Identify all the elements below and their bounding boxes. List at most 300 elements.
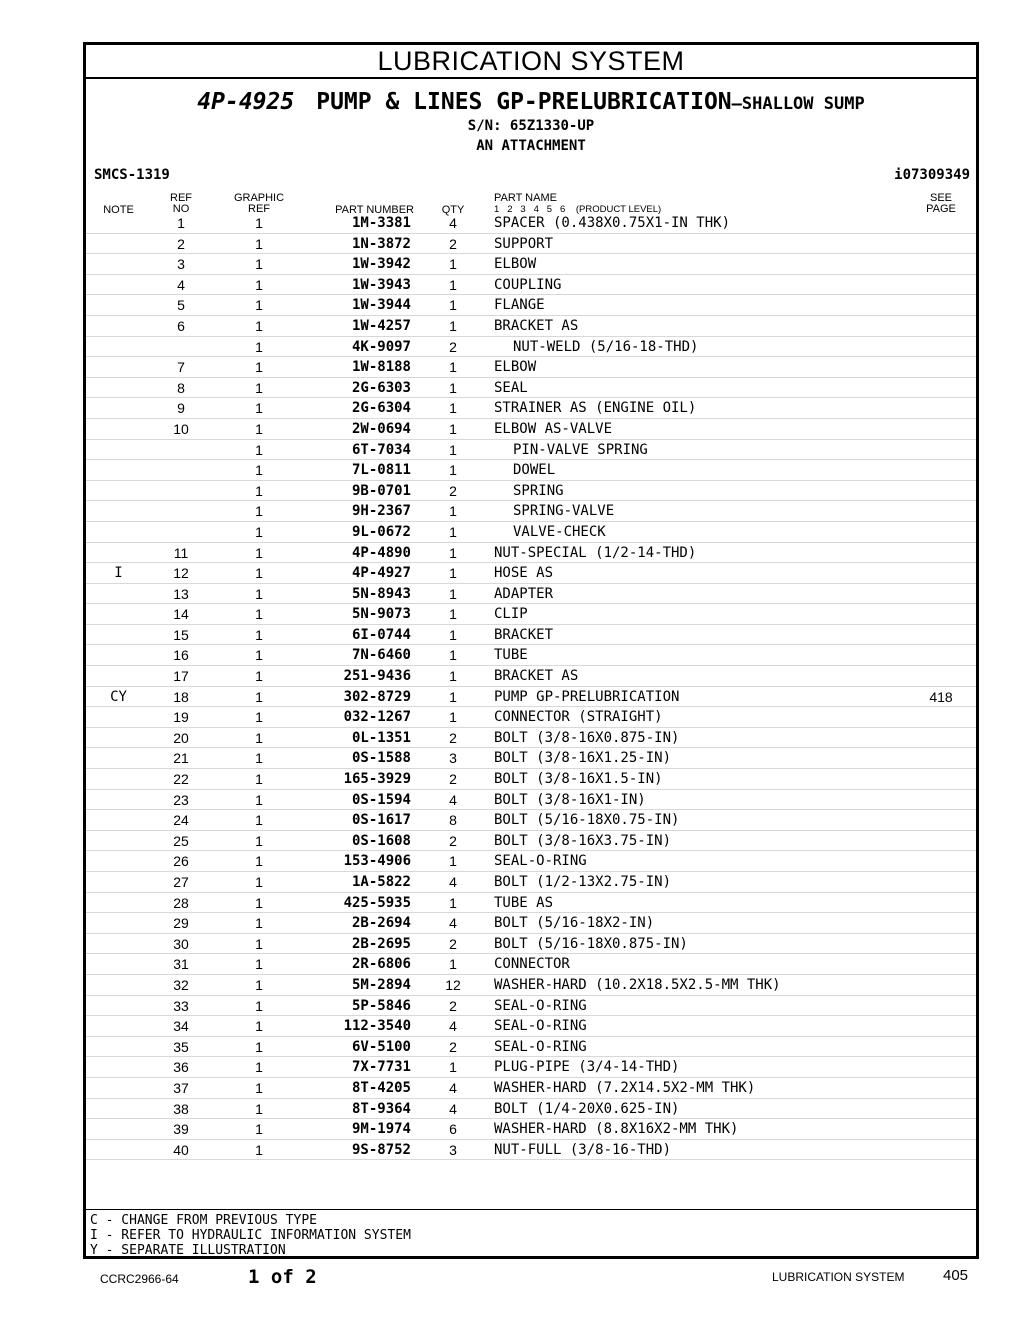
qty-cell: 3 (449, 1141, 457, 1158)
ref-no-cell: 36 (173, 1059, 189, 1076)
table-row (86, 1119, 976, 1140)
graphic-ref-cell: 1 (255, 1038, 263, 1055)
table-row (86, 1140, 976, 1161)
graphic-ref-cell: 1 (255, 668, 263, 685)
smcs-code: SMCS-1319 (94, 167, 170, 183)
graphic-ref-cell: 1 (255, 812, 263, 829)
ref-no-cell: 23 (173, 791, 189, 808)
part-name-cell: BOLT (5/16-18X2-IN) (494, 915, 655, 932)
table-row (86, 687, 976, 708)
document-code: CCRC2966-64 (100, 1272, 179, 1286)
qty-cell: 1 (449, 523, 457, 540)
ref-no-cell: 9 (177, 400, 185, 417)
part-number-cell: 2G-6304 (351, 400, 411, 417)
part-number-cell: 9H-2367 (351, 503, 411, 520)
part-number-cell: 1W-3944 (351, 297, 411, 314)
ref-no-cell: 37 (173, 1079, 189, 1096)
part-name-cell: NUT-FULL (3/8-16-THD) (494, 1141, 672, 1158)
graphic-ref-cell: 1 (255, 935, 263, 952)
qty-cell: 2 (449, 997, 457, 1014)
part-number-cell: 2B-2694 (351, 915, 411, 932)
part-name-cell: PUMP GP-PRELUBRICATION (494, 688, 680, 705)
col-note: NOTE (103, 204, 134, 216)
part-name-cell: ADAPTER (494, 585, 554, 602)
part-number-cell: 5N-8943 (351, 585, 411, 602)
graphic-ref-cell: 1 (255, 544, 263, 561)
table-row (86, 748, 976, 769)
table-row (86, 1016, 976, 1037)
graphic-ref-cell: 1 (255, 338, 263, 355)
part-number-cell: 4P-4927 (351, 565, 411, 582)
graphic-ref-cell: 1 (255, 523, 263, 540)
part-number-cell: 1M-3381 (351, 215, 411, 231)
ref-no-cell: 16 (173, 647, 189, 664)
qty-cell: 1 (449, 256, 457, 273)
table-row (86, 295, 976, 316)
part-name-cell: BRACKET AS (494, 668, 579, 685)
table-row (86, 337, 976, 358)
table-row (86, 769, 976, 790)
part-number-cell: 9B-0701 (351, 482, 411, 499)
legend-item: C - CHANGE FROM PREVIOUS TYPE (90, 1213, 317, 1228)
graphic-ref-cell: 1 (255, 317, 263, 334)
col-graphic-bottom: REF (248, 203, 270, 215)
part-number-cell: 1W-4257 (351, 317, 411, 334)
col-see-top: SEE (929, 192, 952, 204)
qty-cell: 4 (449, 1100, 457, 1117)
part-name-cell: SEAL-O-RING (494, 853, 587, 870)
qty-cell: 1 (449, 853, 457, 870)
ref-no-cell: 27 (173, 874, 189, 890)
table-row (86, 275, 976, 296)
qty-cell: 2 (449, 235, 457, 252)
part-number-cell: 9S-8752 (351, 1141, 411, 1158)
graphic-ref-cell: 1 (255, 976, 263, 993)
part-name-cell: BRACKET (494, 626, 554, 643)
part-number-cell: 5N-9073 (351, 606, 411, 623)
table-row (86, 481, 976, 502)
part-name-cell: COUPLING (494, 276, 562, 293)
ref-no-cell: 5 (177, 297, 185, 314)
ref-no-cell: 1 (177, 215, 185, 231)
footer-section-name: LUBRICATION SYSTEM (772, 1270, 905, 1284)
part-name-cell: BOLT (3/8-16X0.875-IN) (494, 729, 680, 746)
parts-page-frame (83, 42, 979, 1259)
table-row (86, 831, 976, 852)
part-name-cell: BOLT (3/8-16X1.5-IN) (494, 771, 663, 788)
graphic-ref-cell: 1 (255, 1059, 263, 1076)
part-name-cell: ELBOW (494, 359, 537, 376)
part-name-cell: SPACER (0.438X0.75X1-IN THK) (494, 215, 731, 231)
group-subtitle: —SHALLOW SUMP (731, 94, 865, 114)
part-name-cell: FLANGE (494, 297, 545, 314)
part-number-cell: 6V-5100 (351, 1038, 411, 1055)
part-name-cell: ELBOW AS-VALVE (494, 420, 613, 437)
qty-cell: 1 (449, 379, 457, 396)
graphic-ref-cell: 1 (255, 791, 263, 808)
graphic-ref-cell: 1 (255, 894, 263, 911)
part-number-cell: 2W-0694 (351, 420, 411, 437)
table-row (86, 398, 976, 419)
ref-no-cell: 34 (173, 1018, 189, 1035)
table-row (86, 522, 976, 543)
part-name-cell: DOWEL (513, 462, 556, 479)
part-number-cell: 2B-2695 (351, 935, 411, 952)
ref-no-cell: 21 (173, 750, 189, 767)
part-number-cell: 1N-3872 (351, 235, 411, 252)
part-name-cell: NUT-WELD (5/16-18-THD) (513, 338, 699, 355)
graphic-ref-cell: 1 (255, 462, 263, 479)
qty-cell: 2 (449, 771, 457, 788)
col-ref (164, 193, 198, 215)
qty-cell: 2 (449, 935, 457, 952)
col-graphic (226, 193, 292, 215)
col-part-number: PART NUMBER (335, 204, 414, 216)
ref-no-cell: 3 (177, 256, 185, 273)
part-number-cell: 0S-1588 (351, 750, 411, 767)
part-number-cell: 5M-2894 (351, 976, 411, 993)
part-number-cell: 302-8729 (343, 688, 411, 705)
table-row (86, 213, 976, 234)
graphic-ref-cell: 1 (255, 379, 263, 396)
part-number-cell: 9L-0672 (351, 523, 411, 540)
table-row (86, 501, 976, 522)
ref-no-cell: 2 (177, 235, 185, 252)
part-name-cell: SEAL-O-RING (494, 997, 587, 1014)
graphic-ref-cell: 1 (255, 1018, 263, 1035)
graphic-ref-cell: 1 (255, 256, 263, 273)
part-name-cell: WASHER-HARD (8.8X16X2-MM THK) (494, 1121, 739, 1138)
table-row (86, 666, 976, 687)
part-name-cell: SPRING (513, 482, 564, 499)
ref-no-cell: 19 (173, 709, 189, 726)
qty-cell: 1 (449, 709, 457, 726)
part-name-cell: WASHER-HARD (7.2X14.5X2-MM THK) (494, 1079, 756, 1096)
qty-cell: 1 (449, 606, 457, 623)
qty-cell: 1 (449, 297, 457, 314)
qty-cell: 8 (449, 812, 457, 829)
qty-cell: 1 (449, 1059, 457, 1076)
qty-cell: 4 (449, 915, 457, 932)
ref-no-cell: 22 (173, 771, 189, 788)
qty-cell: 1 (449, 503, 457, 520)
table-row (86, 913, 976, 934)
part-name-cell: TUBE (494, 647, 528, 664)
graphic-ref-cell: 1 (255, 1141, 263, 1158)
ref-no-cell: 14 (173, 606, 189, 623)
qty-cell: 1 (449, 359, 457, 376)
qty-cell: 1 (449, 626, 457, 643)
qty-cell: 2 (449, 832, 457, 849)
part-number-cell: 425-5935 (343, 894, 411, 911)
part-name-cell: BOLT (5/16-18X0.875-IN) (494, 935, 688, 952)
part-name-cell: BOLT (5/16-18X0.75-IN) (494, 812, 680, 829)
table-row (86, 810, 976, 831)
graphic-ref-cell: 1 (255, 1121, 263, 1138)
ref-no-cell: 18 (173, 688, 189, 705)
part-name-cell: SPRING-VALVE (513, 503, 615, 520)
part-name-cell: PLUG-PIPE (3/4-14-THD) (494, 1059, 680, 1076)
graphic-ref-cell: 1 (255, 503, 263, 520)
table-row (86, 1078, 976, 1099)
graphic-ref-cell: 1 (255, 585, 263, 602)
table-row (86, 316, 976, 337)
part-name-cell: STRAINER AS (ENGINE OIL) (494, 400, 697, 417)
qty-cell: 1 (449, 544, 457, 561)
col-part-name (494, 193, 661, 215)
table-row (86, 1057, 976, 1078)
part-name-cell: NUT-SPECIAL (1/2-14-THD) (494, 544, 697, 561)
graphic-ref-cell: 1 (255, 997, 263, 1014)
table-row (86, 954, 976, 975)
ref-no-cell: 24 (173, 812, 189, 829)
qty-cell: 4 (449, 1079, 457, 1096)
legend-item: Y - SEPARATE ILLUSTRATION (90, 1243, 286, 1258)
part-number-cell: 2R-6806 (351, 956, 411, 973)
graphic-ref-cell: 1 (255, 832, 263, 849)
qty-cell: 1 (449, 462, 457, 479)
see-page-cell: 418 (929, 688, 953, 705)
graphic-ref-cell: 1 (255, 915, 263, 932)
note-cell: I (114, 565, 123, 582)
part-name-cell: TUBE AS (494, 894, 554, 911)
legend-divider (86, 1209, 976, 1210)
group-part-number: 4P-4925 (197, 89, 295, 115)
col-qty: QTY (441, 204, 465, 216)
table-row (86, 645, 976, 666)
graphic-ref-cell: 1 (255, 688, 263, 705)
qty-cell: 1 (449, 585, 457, 602)
part-name-cell: SEAL (494, 379, 528, 396)
table-row (86, 1037, 976, 1058)
ref-no-cell: 32 (173, 976, 189, 993)
qty-cell: 4 (449, 1018, 457, 1035)
col-see-page (921, 193, 961, 215)
ref-no-cell: 17 (173, 668, 189, 685)
part-name-cell: CONNECTOR (STRAIGHT) (494, 709, 663, 726)
graphic-ref-cell: 1 (255, 606, 263, 623)
part-name-cell: SUPPORT (494, 235, 554, 252)
col-graphic-top: GRAPHIC (233, 192, 285, 204)
table-row (86, 934, 976, 955)
part-name-cell: BOLT (3/8-16X1.25-IN) (494, 750, 672, 767)
page-of-indicator: 1 of 2 (248, 1266, 317, 1288)
qty-cell: 4 (449, 874, 457, 890)
part-name-cell: BOLT (1/2-13X2.75-IN) (494, 874, 672, 890)
graphic-ref-cell: 1 (255, 626, 263, 643)
ref-no-cell: 11 (173, 544, 189, 561)
section-title: LUBRICATION SYSTEM (86, 45, 976, 79)
table-row (86, 563, 976, 584)
table-row (86, 975, 976, 996)
qty-cell: 1 (449, 894, 457, 911)
ref-no-cell: 8 (177, 379, 185, 396)
qty-cell: 1 (449, 688, 457, 705)
part-number-cell: 6T-7034 (351, 441, 411, 458)
table-row (86, 460, 976, 481)
graphic-ref-cell: 1 (255, 853, 263, 870)
table-row (86, 707, 976, 728)
part-number-cell: 2G-6303 (351, 379, 411, 396)
graphic-ref-cell: 1 (255, 709, 263, 726)
part-number-cell: 7N-6460 (351, 647, 411, 664)
ref-no-cell: 26 (173, 853, 189, 870)
qty-cell: 2 (449, 338, 457, 355)
col-ref-bottom: NO (172, 203, 190, 215)
qty-cell: 1 (449, 565, 457, 582)
table-row (86, 584, 976, 605)
ref-no-cell: 4 (177, 276, 185, 293)
qty-cell: 3 (449, 750, 457, 767)
part-number-cell: 7X-7731 (351, 1059, 411, 1076)
part-name-cell: PIN-VALVE SPRING (513, 441, 648, 458)
table-row (86, 543, 976, 564)
part-number-cell: 0S-1617 (351, 812, 411, 829)
part-number-cell: 112-3540 (343, 1018, 411, 1035)
ref-no-cell: 15 (173, 626, 189, 643)
graphic-ref-cell: 1 (255, 565, 263, 582)
part-name-cell: SEAL-O-RING (494, 1038, 587, 1055)
graphic-ref-cell: 1 (255, 400, 263, 417)
part-number-cell: 032-1267 (343, 709, 411, 726)
graphic-ref-cell: 1 (255, 482, 263, 499)
col-part-name-top: PART NAME (494, 192, 557, 204)
graphic-ref-cell: 1 (255, 1100, 263, 1117)
table-row (86, 1099, 976, 1120)
graphic-ref-cell: 1 (255, 771, 263, 788)
part-name-cell: CLIP (494, 606, 528, 623)
table-row (86, 604, 976, 625)
part-number-cell: 4P-4890 (351, 544, 411, 561)
ref-no-cell: 20 (173, 729, 189, 746)
graphic-ref-cell: 1 (255, 750, 263, 767)
part-number-cell: 6I-0744 (351, 626, 411, 643)
ref-no-cell: 30 (173, 935, 189, 952)
part-name-cell: CONNECTOR (494, 956, 570, 973)
ref-no-cell: 28 (173, 894, 189, 911)
illustration-id: i07309349 (894, 167, 970, 183)
part-number-cell: 4K-9097 (351, 338, 411, 355)
qty-cell: 1 (449, 276, 457, 293)
table-row (86, 625, 976, 646)
qty-cell: 1 (449, 317, 457, 334)
note-cell: CY (110, 688, 127, 705)
qty-cell: 1 (449, 420, 457, 437)
table-row (86, 728, 976, 749)
qty-cell: 1 (449, 647, 457, 664)
graphic-ref-cell: 1 (255, 729, 263, 746)
attachment-label: AN ATTACHMENT (476, 138, 586, 154)
ref-no-cell: 40 (173, 1141, 189, 1158)
note-legend (90, 1213, 411, 1258)
table-row (86, 996, 976, 1017)
graphic-ref-cell: 1 (255, 956, 263, 973)
graphic-ref-cell: 1 (255, 1079, 263, 1096)
part-number-cell: 0S-1594 (351, 791, 411, 808)
ref-no-cell: 33 (173, 997, 189, 1014)
group-heading (86, 89, 976, 115)
qty-cell: 12 (445, 976, 461, 993)
graphic-ref-cell: 1 (255, 647, 263, 664)
graphic-ref-cell: 1 (255, 359, 263, 376)
legend-item: I - REFER TO HYDRAULIC INFORMATION SYSTEM (90, 1228, 411, 1243)
part-number-cell: 251-9436 (343, 668, 411, 685)
qty-cell: 1 (449, 400, 457, 417)
ref-no-cell: 12 (173, 565, 189, 582)
part-number-cell: 8T-9364 (351, 1100, 411, 1117)
qty-cell: 2 (449, 1038, 457, 1055)
table-row (86, 851, 976, 872)
graphic-ref-cell: 1 (255, 235, 263, 252)
table-row (86, 440, 976, 461)
part-name-cell: BOLT (1/4-20X0.625-IN) (494, 1100, 680, 1117)
qty-cell: 1 (449, 956, 457, 973)
qty-cell: 1 (449, 668, 457, 685)
part-name-cell: BOLT (3/8-16X3.75-IN) (494, 832, 672, 849)
ref-no-cell: 38 (173, 1100, 189, 1117)
part-name-cell: SEAL-O-RING (494, 1018, 587, 1035)
graphic-ref-cell: 1 (255, 420, 263, 437)
ref-no-cell: 39 (173, 1121, 189, 1138)
part-number-cell: 1W-8188 (351, 359, 411, 376)
part-name-cell: BOLT (3/8-16X1-IN) (494, 791, 646, 808)
table-row (86, 872, 976, 893)
part-number-cell: 1W-3943 (351, 276, 411, 293)
part-number-cell: 165-3929 (343, 771, 411, 788)
part-number-cell: 1A-5822 (351, 874, 411, 890)
part-number-cell: 9M-1974 (351, 1121, 411, 1138)
table-row (86, 254, 976, 275)
qty-cell: 2 (449, 729, 457, 746)
table-row (86, 893, 976, 914)
part-name-cell: HOSE AS (494, 565, 554, 582)
group-title: PUMP & LINES GP-PRELUBRICATION (316, 89, 732, 115)
page-number: 405 (943, 1267, 969, 1284)
graphic-ref-cell: 1 (255, 215, 263, 231)
table-row (86, 234, 976, 255)
part-name-cell: WASHER-HARD (10.2X18.5X2.5-MM THK) (494, 976, 781, 993)
parts-table (86, 213, 976, 1160)
part-number-cell: 0S-1608 (351, 832, 411, 849)
col-product-levels: 1 2 3 4 5 6 (PRODUCT LEVEL) (494, 204, 662, 215)
ref-no-cell: 13 (173, 585, 189, 602)
table-row (86, 357, 976, 378)
part-number-cell: 1W-3942 (351, 256, 411, 273)
graphic-ref-cell: 1 (255, 874, 263, 890)
qty-cell: 4 (449, 215, 457, 231)
part-name-cell: VALVE-CHECK (513, 523, 606, 540)
part-number-cell: 0L-1351 (351, 729, 411, 746)
qty-cell: 6 (449, 1121, 457, 1138)
part-number-cell: 7L-0811 (351, 462, 411, 479)
col-ref-top: REF (170, 192, 192, 204)
ref-no-cell: 6 (177, 317, 185, 334)
ref-no-cell: 31 (173, 956, 189, 973)
ref-no-cell: 35 (173, 1038, 189, 1055)
graphic-ref-cell: 1 (255, 441, 263, 458)
table-row (86, 790, 976, 811)
col-see-bottom: PAGE (926, 203, 956, 215)
part-name-cell: ELBOW (494, 256, 537, 273)
ref-no-cell: 25 (173, 832, 189, 849)
graphic-ref-cell: 1 (255, 276, 263, 293)
ref-no-cell: 29 (173, 915, 189, 932)
qty-cell: 4 (449, 791, 457, 808)
part-number-cell: 153-4906 (343, 853, 411, 870)
part-number-cell: 5P-5846 (351, 997, 411, 1014)
ref-no-cell: 7 (177, 359, 185, 376)
part-number-cell: 8T-4205 (351, 1079, 411, 1096)
